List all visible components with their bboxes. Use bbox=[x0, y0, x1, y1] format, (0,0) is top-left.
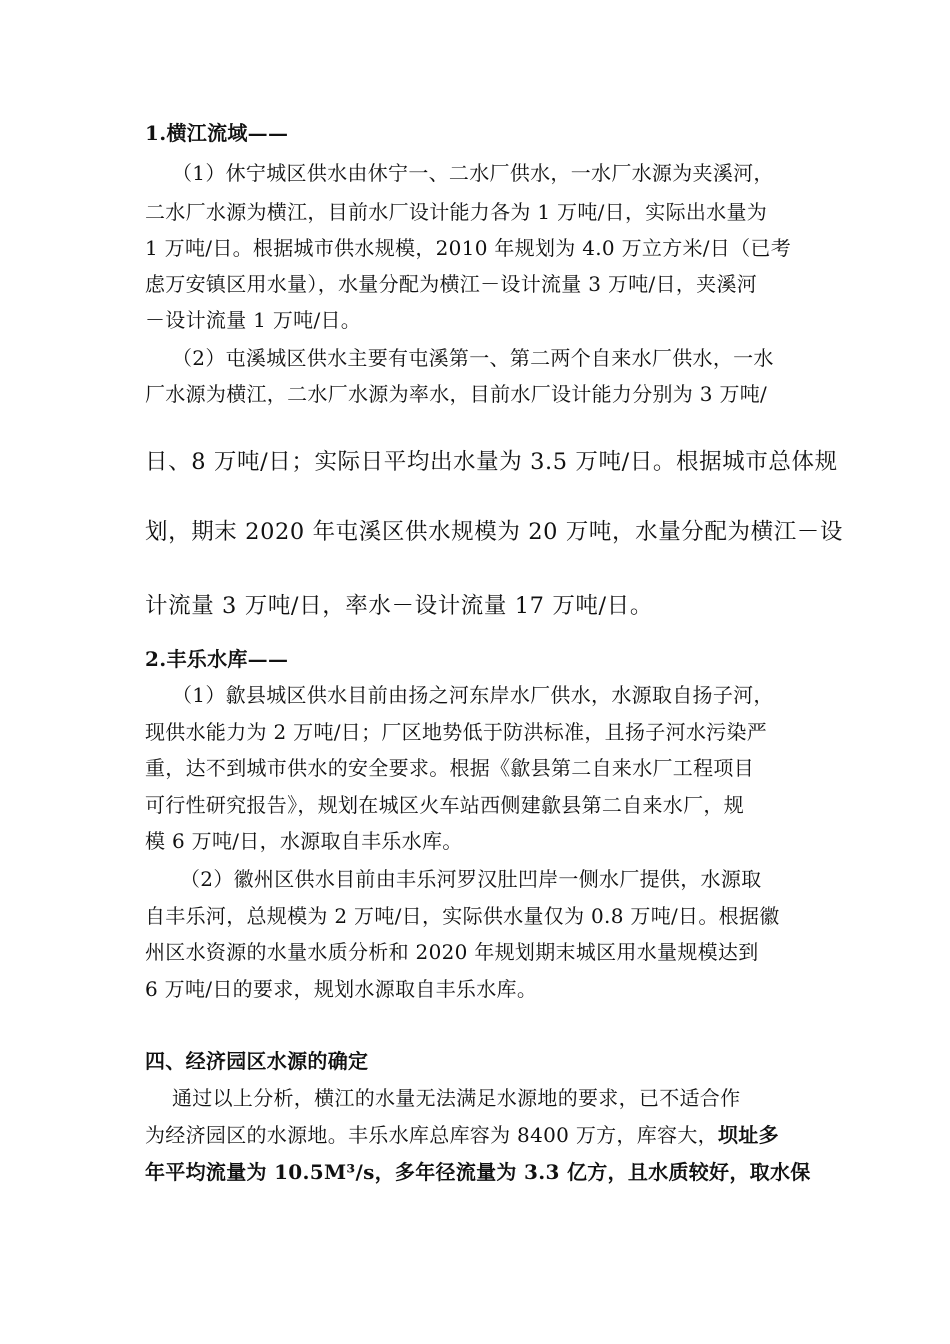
paragraph-line-bold: 年平均流量为 10.5M³/s，多年径流量为 3.3 亿方，且水质较好，取水保 bbox=[145, 1160, 811, 1184]
paragraph-line: 模 6 万吨/日，水源取自丰乐水库。 bbox=[145, 829, 463, 853]
paragraph-line bbox=[145, 1121, 825, 1149]
paragraph-line: 厂水源为横江，二水厂水源为率水，目前水厂设计能力分别为 3 万吨/ bbox=[145, 382, 768, 406]
paragraph-line: 划，期末 2020 年屯溪区供水规模为 20 万吨，水量分配为横江－设 bbox=[145, 519, 844, 545]
paragraph-line: 现供水能力为 2 万吨/日；厂区地势低于防洪标准，且扬子河水污染严 bbox=[145, 720, 768, 744]
paragraph-line: 可行性研究报告》，规划在城区火车站西侧建歙县第二自来水厂，规 bbox=[145, 793, 744, 817]
paragraph-line: 6 万吨/日的要求，规划水源取自丰乐水库。 bbox=[145, 977, 538, 1001]
paragraph-line: 二水厂水源为横江，目前水厂设计能力各为 1 万吨/日，实际出水量为 bbox=[145, 200, 768, 224]
paragraph-line: 计流量 3 万吨/日，率水－设计流量 17 万吨/日。 bbox=[145, 593, 653, 619]
section-heading-economic-park: 四、经济园区水源的确定 bbox=[145, 1049, 369, 1073]
paragraph-text: 为经济园区的水源地。丰乐水库总库容为 8400 万方，库容大， bbox=[145, 1123, 718, 1147]
paragraph-line: 通过以上分析，横江的水量无法满足水源地的要求，已不适合作 bbox=[172, 1086, 741, 1110]
paragraph-line: （1）歙县城区供水目前由扬之河东岸水厂供水，水源取自扬子河， bbox=[172, 683, 774, 707]
paragraph-line: （1）休宁城区供水由休宁一、二水厂供水，一水厂水源为夹溪河， bbox=[172, 161, 774, 185]
paragraph-line: 虑万安镇区用水量），水量分配为横江－设计流量 3 万吨/日，夹溪河 bbox=[145, 272, 758, 296]
paragraph-line: 自丰乐河，总规模为 2 万吨/日，实际供水量仅为 0.8 万吨/日。根据徽 bbox=[145, 904, 780, 928]
paragraph-line: 1 万吨/日。根据城市供水规模，2010 年规划为 4.0 万立方米/日（已考 bbox=[145, 236, 792, 260]
paragraph-line: 州区水资源的水量水质分析和 2020 年规划期末城区用水量规模达到 bbox=[145, 940, 759, 964]
paragraph-line: 日、8 万吨/日；实际日平均出水量为 3.5 万吨/日。根据城市总体规 bbox=[145, 449, 838, 475]
paragraph-line: 重，达不到城市供水的安全要求。根据《歙县第二自来水厂工程项目 bbox=[145, 756, 754, 780]
paragraph-bold-text: 坝址多 bbox=[717, 1123, 779, 1147]
paragraph-line: －设计流量 1 万吨/日。 bbox=[145, 308, 362, 332]
paragraph-line: （2）屯溪城区供水主要有屯溪第一、第二两个自来水厂供水，一水 bbox=[172, 346, 774, 370]
section-heading-hengjiang: 1.横江流域—— bbox=[145, 121, 289, 145]
paragraph-line: （2）徽州区供水目前由丰乐河罗汉肚凹岸一侧水厂提供，水源取 bbox=[180, 867, 762, 891]
section-heading-fengle: 2.丰乐水库—— bbox=[145, 647, 289, 671]
